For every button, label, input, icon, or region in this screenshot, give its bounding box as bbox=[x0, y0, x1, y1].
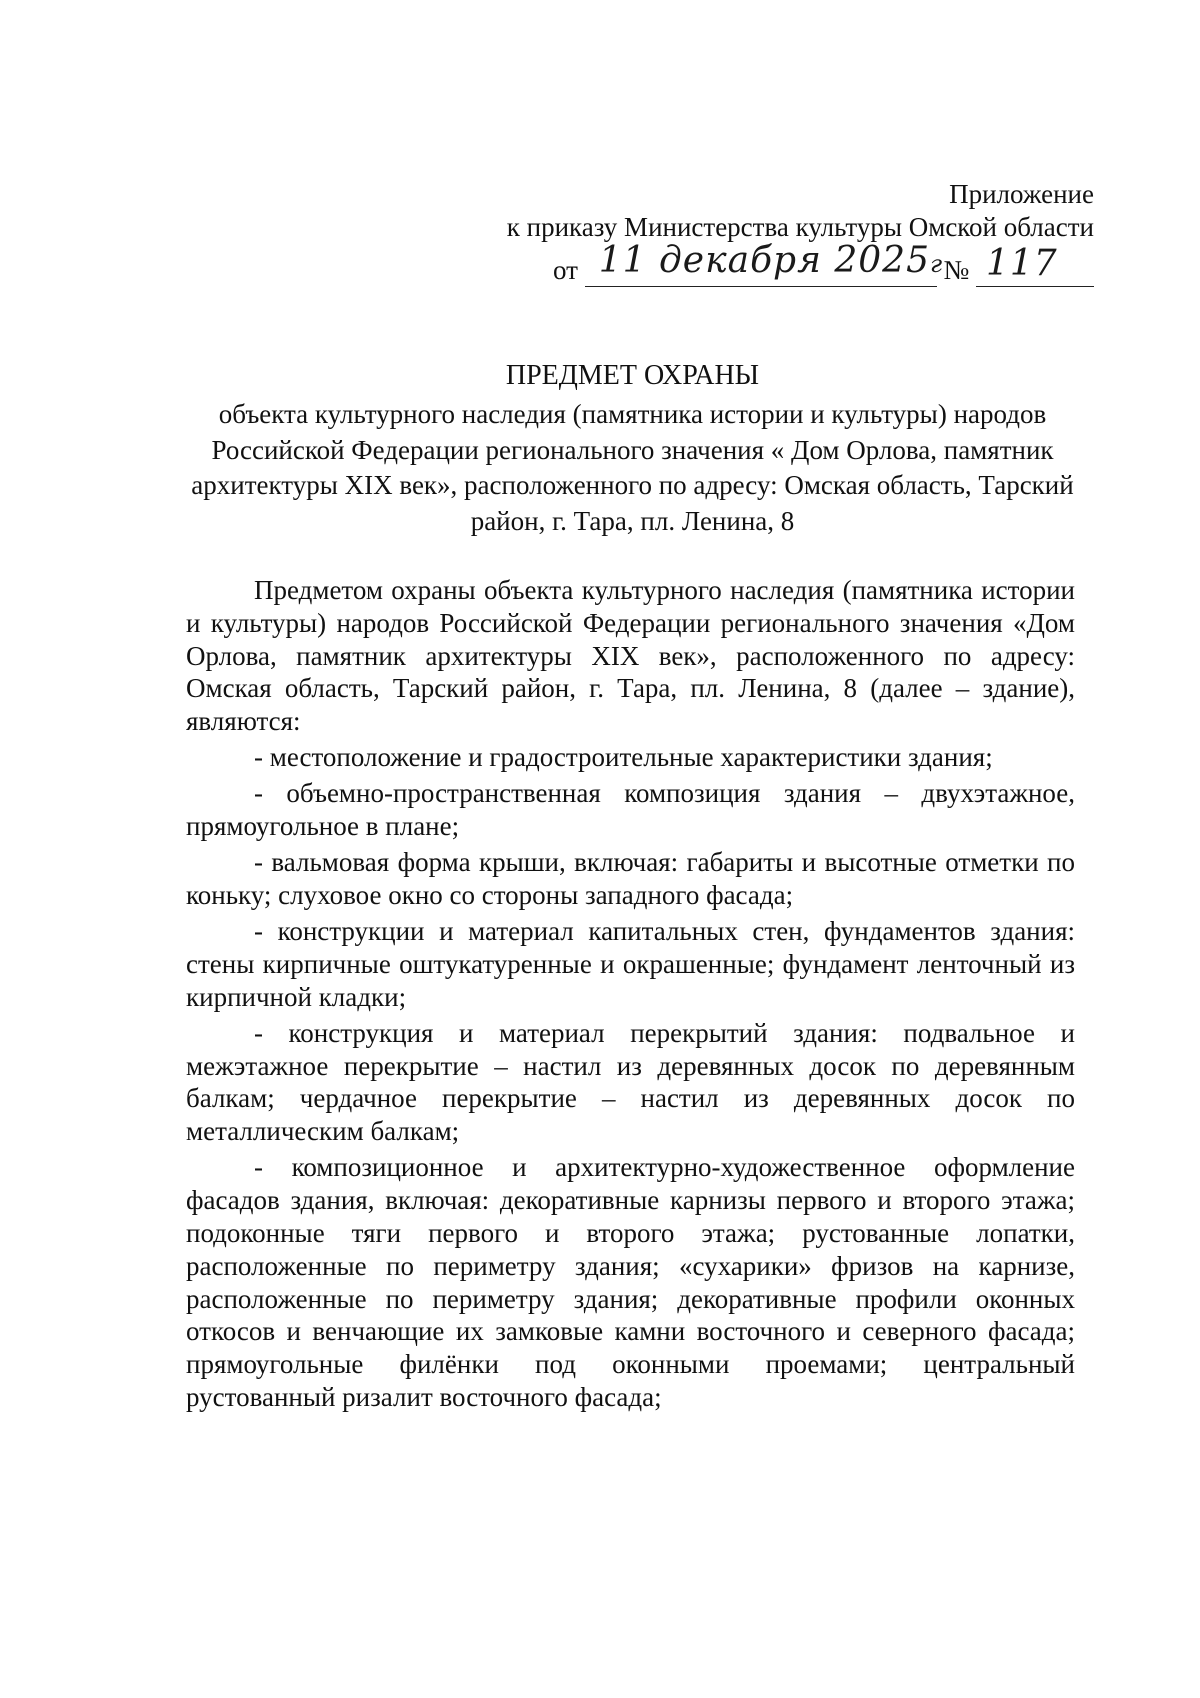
paragraph-roof: - вальмовая форма крыши, включая: габариты и высотные отметки по коньку; слуховое окно со стороны западного фасада; bbox=[186, 847, 1075, 911]
handwritten-number: 117 bbox=[986, 243, 1058, 284]
paragraph-composition: - объемно-пространственная композиция здания – двухэтажное, прямоугольное в плане; bbox=[186, 778, 1075, 842]
year-suffix: г bbox=[929, 250, 944, 278]
title-block bbox=[190, 358, 1075, 539]
paragraph-location: - местоположение и градостроительные характеристики здания; bbox=[254, 742, 993, 773]
paragraph-walls: - конструкции и материал капитальных стен, фундаментов здания: стены кирпичные оштукатуренные и окрашенные; фундамент ленточный из кирпичной кладки; bbox=[186, 916, 1075, 1012]
document-body bbox=[186, 574, 1075, 1417]
paragraph-intro: Предметом охраны объекта культурного наследия (памятника истории и культуры) народов Российской Федерации регионального значения «Дом Орлова, памятник архитектуры XIX век», расположенного по адресу: Омская область, Тарский район, г. Тара, пл. Ленина, 8 (далее – здание), являются: bbox=[186, 575, 1075, 737]
number-prefix: № bbox=[943, 255, 970, 285]
date-prefix: от bbox=[553, 255, 578, 285]
paragraph-facades: - композиционное и архитектурно-художественное оформление фасадов здания, включая: декоративные карнизы первого и второго этажа; подоконные тяги первого и второго этажа; рустованные лопатки, расположенные по периметру здания; «сухарики» фризов на карнизе, расположенные по периметру здания; декоративные профили оконных откосов и венчающие их замковые камни восточного и северного фасада; прямоугольные филёнки под оконными проемами; центральный рустованный ризалит восточного фасада; bbox=[186, 1152, 1075, 1412]
order-reference: к приказу Министерства культуры Омской области bbox=[506, 212, 1094, 242]
appendix-label: Приложение bbox=[949, 179, 1094, 209]
document-title: ПРЕДМЕТ ОХРАНЫ bbox=[505, 360, 760, 391]
date-field bbox=[585, 240, 944, 287]
paragraph-floors: - конструкция и материал перекрытий здания: подвальное и межэтажное перекрытие – настил из деревянных досок по деревянным балкам; чердачное перекрытие – настил из деревянных досок по металлическим балкам; bbox=[186, 1017, 1075, 1147]
appendix-header bbox=[507, 178, 1094, 288]
document-subtitle: объекта культурного наследия (памятника истории и культуры) народов Российской Федерации регионального значения « Дом Орлова, памятник архитектуры XIX век», расположенного по адресу: Омская область, Тарский район, г. Тара, пл. Ленина, 8 bbox=[191, 399, 1074, 536]
number-field bbox=[976, 243, 1094, 287]
order-date-number-line bbox=[553, 240, 1094, 288]
handwritten-date: 11 декабря 2025г bbox=[598, 240, 944, 281]
